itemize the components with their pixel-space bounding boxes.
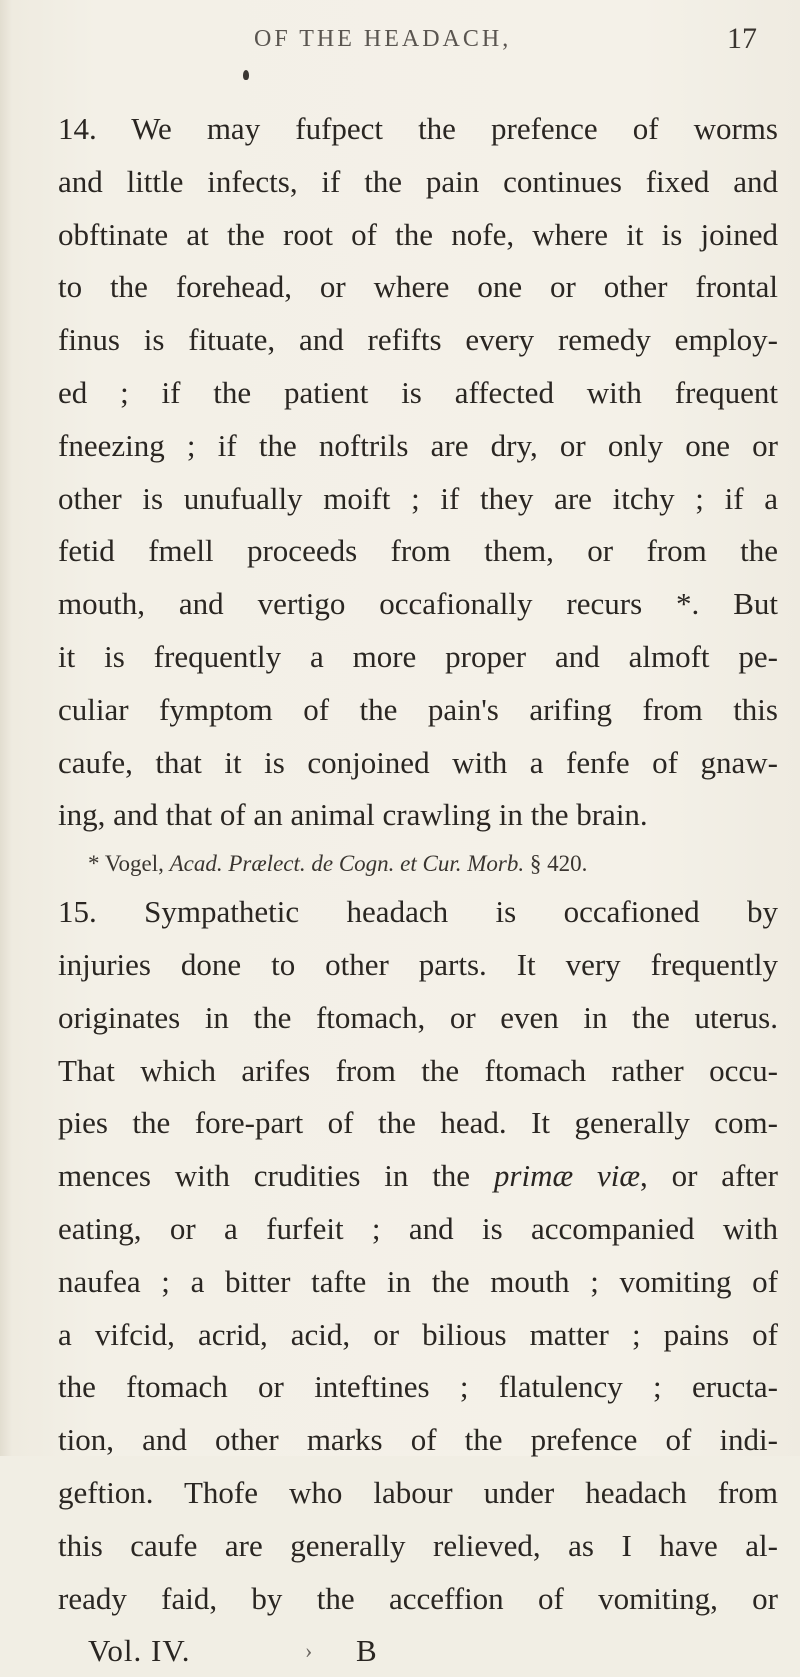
text-line: ed ; if the patient is affected with frequent <box>58 374 778 410</box>
text-line: 15. Sympathetic headach is occafioned by <box>58 894 778 930</box>
ink-spot <box>243 70 249 80</box>
gutter-shadow <box>0 0 12 1456</box>
page-header <box>0 22 800 62</box>
text-line: culiar fymptom of the pain's arifing from this <box>58 691 778 727</box>
volume-label: Vol. IV. <box>88 1633 191 1669</box>
text-line: and little infects, if the pain continues fixed and <box>58 163 778 199</box>
text-line: eating, or a furfeit ; and is accompanied with <box>58 1210 778 1246</box>
footnote <box>58 842 778 886</box>
signature-line <box>58 1625 778 1677</box>
text-line: geftion. Thofe who labour under headach from <box>58 1474 778 1510</box>
text-line: fneezing ; if the noftrils are dry, or only one or <box>58 427 778 463</box>
footnote-prefix: * Vogel, <box>88 851 170 877</box>
text-line: originates in the ftomach, or even in the uterus. <box>58 999 778 1035</box>
text-line: fetid fmell proceeds from them, or from the <box>58 533 778 569</box>
text-line: 14. We may fufpect the prefence of worms <box>58 111 778 146</box>
text-line: mouth, and vertigo occafionally recurs *. But <box>58 586 778 622</box>
signature-mark: B <box>356 1633 377 1669</box>
text-line: tion, and other marks of the prefence of indi- <box>58 1422 778 1458</box>
printer-mark: › <box>305 1638 313 1664</box>
text-line-with-italic <box>58 1150 778 1203</box>
text-line: ready faid, by the acceffion of vomiting, or <box>58 1580 778 1616</box>
text-segment: , or after <box>640 1158 778 1194</box>
text-line: ing, and that of an animal crawling in the brain. <box>58 797 648 833</box>
text-line: obftinate at the root of the nofe, where it is joined <box>58 216 778 252</box>
footnote-title: Acad. Prælect. de Cogn. et Cur. Morb. <box>169 851 525 877</box>
text-line: finus is fituate, and refifts every remedy employ- <box>58 322 778 358</box>
text-line: it is frequently a more proper and almoft pe- <box>58 638 778 674</box>
body-text <box>58 103 778 1677</box>
text-line: other is unufually moift ; if they are itchy ; if a <box>58 480 778 516</box>
text-line: That which arifes from the ftomach rather occu- <box>58 1052 778 1088</box>
text-line: pies the fore-part of the head. It generally com- <box>58 1105 778 1141</box>
text-line: naufea ; a bitter tafte in the mouth ; vomiting of <box>58 1263 778 1299</box>
text-line: caufe, that it is conjoined with a fenfe of gnaw- <box>58 744 778 780</box>
italic-term: primæ viæ <box>493 1158 640 1194</box>
text-line: the ftomach or inteftines ; flatulency ; eructa- <box>58 1369 778 1405</box>
text-line: injuries done to other parts. It very frequently <box>58 946 778 982</box>
footnote-suffix: § 420. <box>524 851 588 877</box>
text-line: this caufe are generally relieved, as I have al- <box>58 1527 778 1563</box>
page-number: 17 <box>727 22 757 55</box>
running-head: OF THE HEADACH, <box>254 26 512 52</box>
text-line: a vifcid, acrid, acid, or bilious matter ; pains of <box>58 1316 778 1352</box>
text-line: to the forehead, or where one or other frontal <box>58 269 778 305</box>
text-segment: mences with crudities in the <box>58 1158 494 1194</box>
